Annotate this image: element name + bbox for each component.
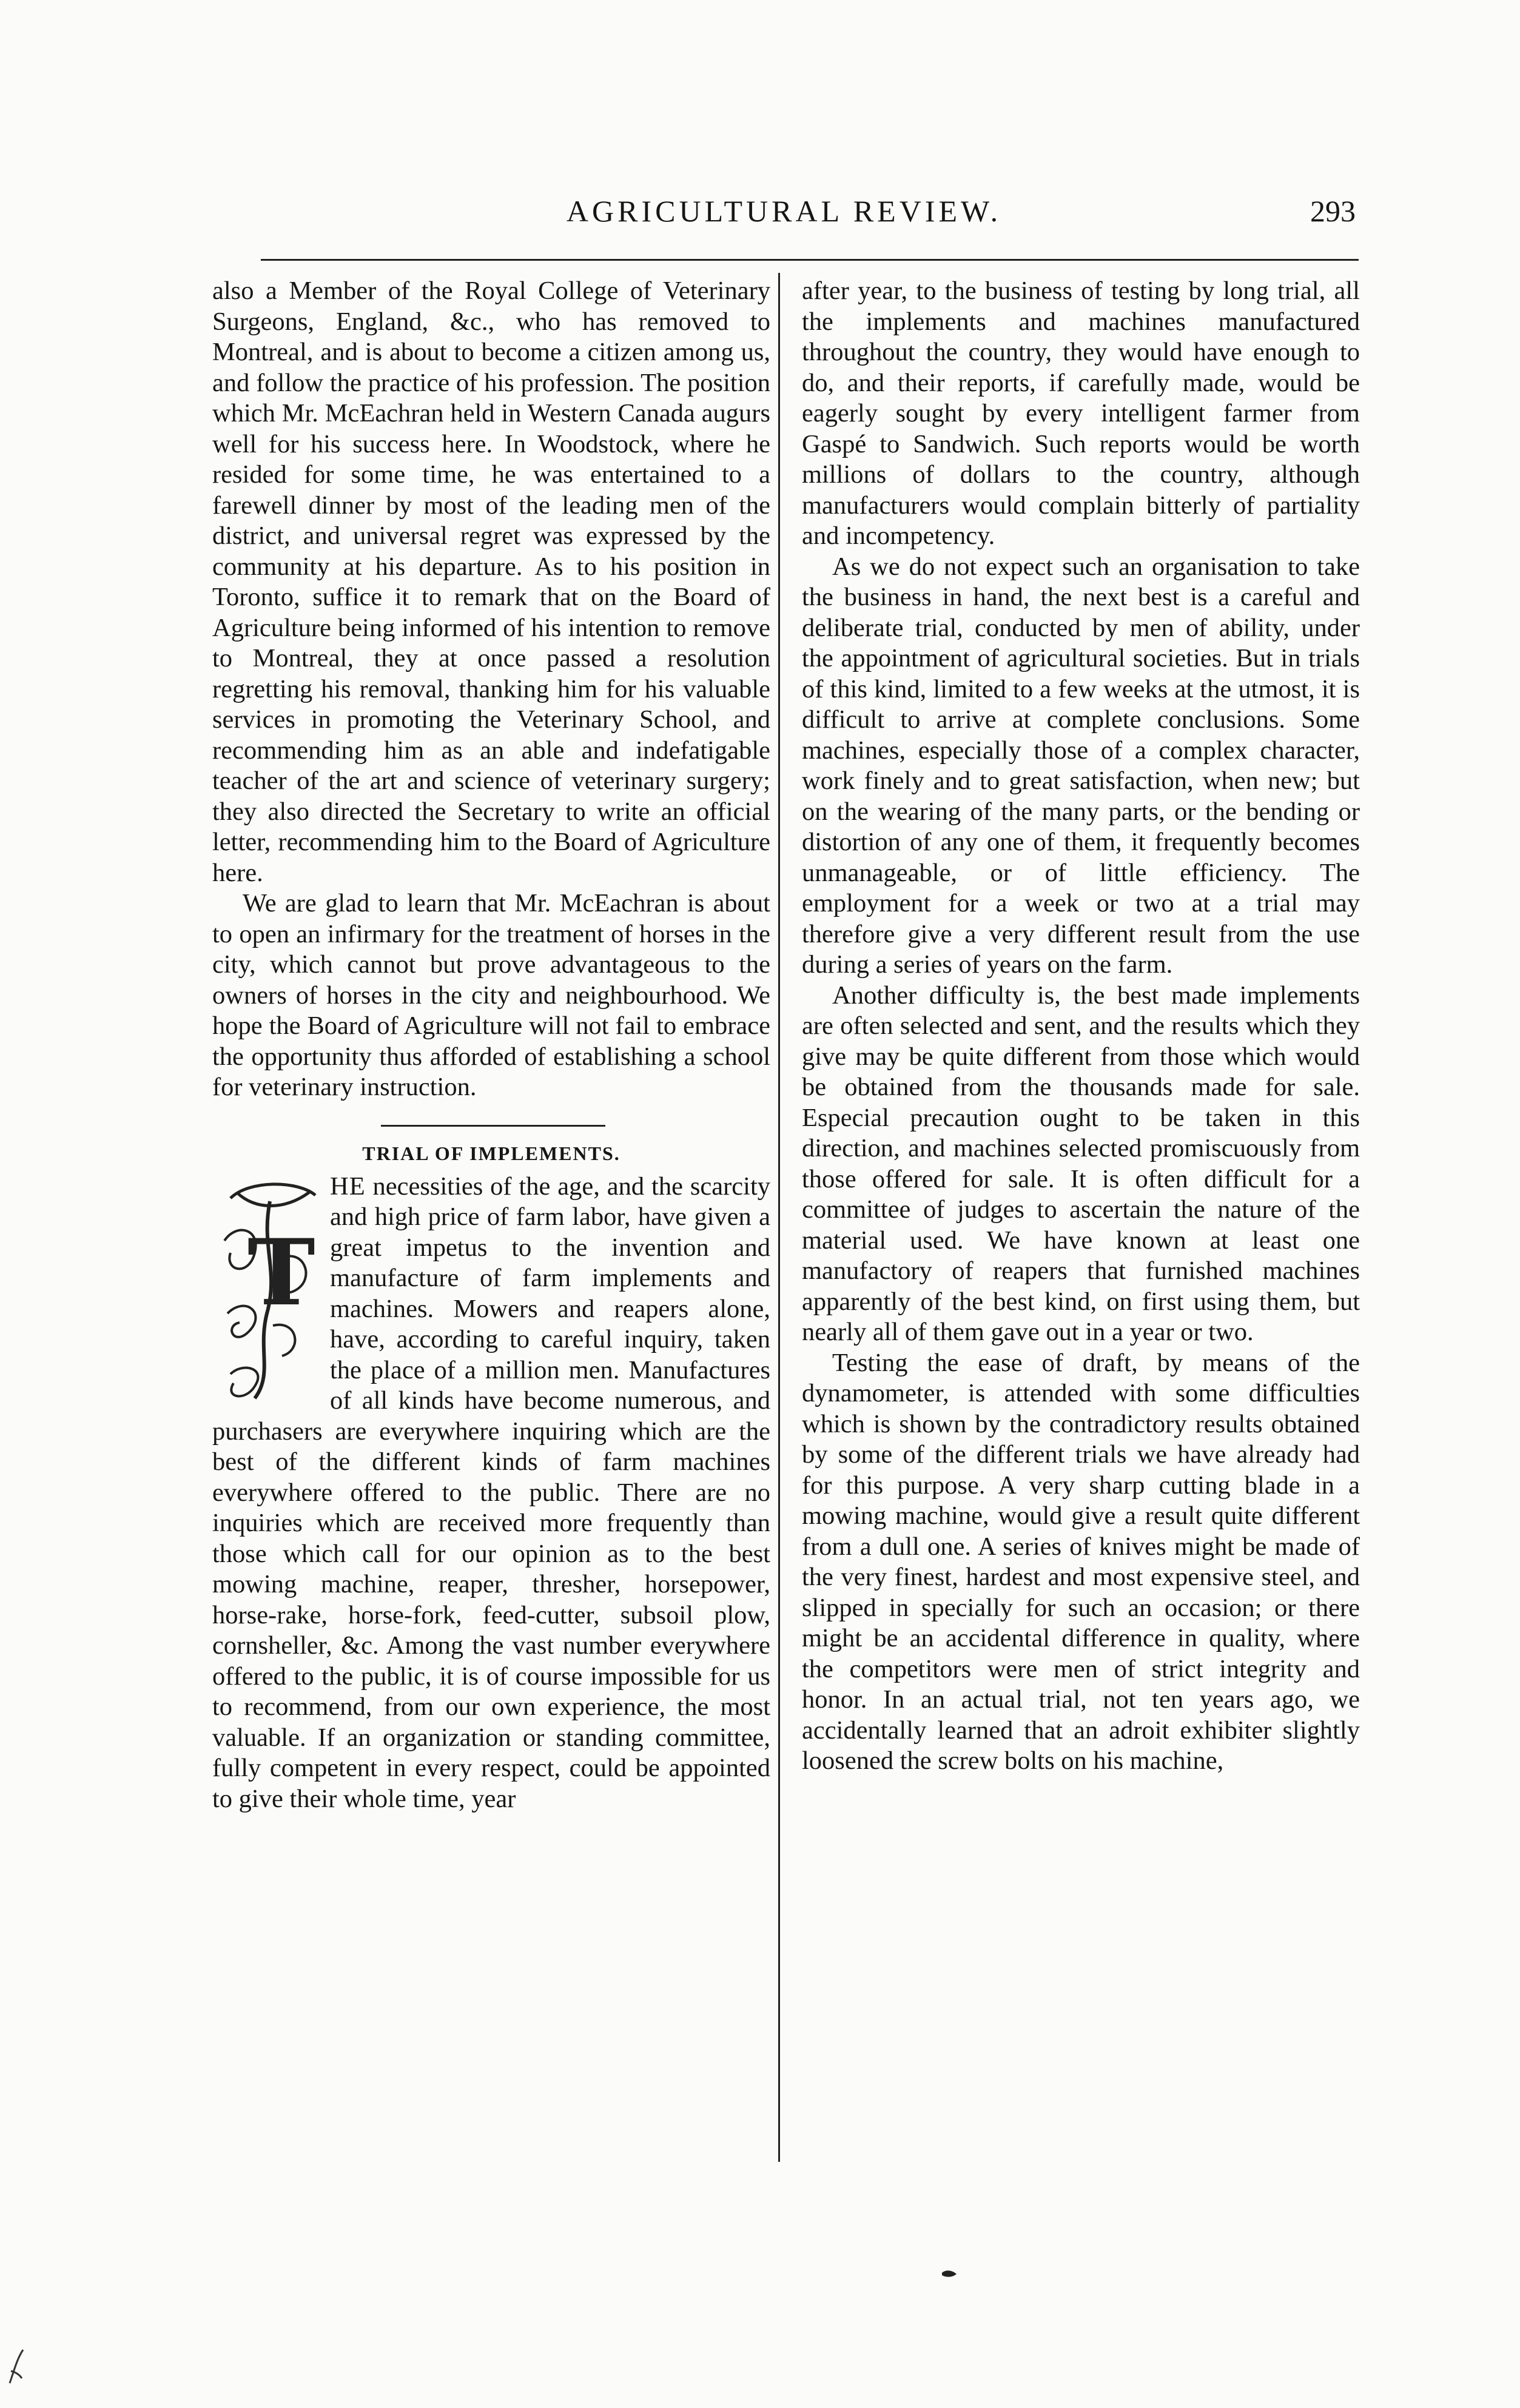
left-column [212,276,770,1814]
paragraph-another-difficulty: Another difficulty is, the best made implements are often selected and sent, and the results which they give may be quite different from those which would be obtained from the thousands made for sale. Especial precaution ought to be taken in this direction, and machines selected promiscuously from those offered for sale. It is often difficult for a committee of judges to ascertain the nature of the material used. We have known at least one manufactory of reapers that furnished machines apparently of the best kind, on first using them, but nearly all of them gave out in a year or two. [802,981,1360,1346]
paragraph-testing-continued: after year, to the business of testing by long trial, all the implements and machines manufactured throughout the country, they would have enough to do, and their reports, if carefully made, would be eagerly sought by every intelligent farmer from Gaspé to Sandwich. Such reports would be worth millions of dollars to the country, although manufacturers would complain bitterly of partiality and incompetency. [802,277,1360,550]
right-column [802,276,1360,1777]
dropcap-letter: T [247,1219,315,1326]
header-rule [261,259,1359,261]
first-words: HE [330,1172,366,1201]
paragraph-infirmary: We are glad to learn that Mr. McEachran is about to open an infirmary for the treatment of horses in the city, which cannot but prove advantageous to the owners of horses in the city and neighbourhood. We hope the Board of Agriculture will not fail to embrace the opportunity thus afforded of establishing a school for veterinary instruction. [212,889,770,1101]
ink-speck [940,2268,958,2280]
ornamental-initial-illustration [212,1174,321,1414]
paragraph-dynamometer: Testing the ease of draft, by means of the dynamometer, is attended with some difficulties which is shown by the contradictory results obtained by some of the different trials we have already had for this purpose. A very sharp cutting blade in a mowing machine, would give a result quite different from a dull one. A series of knives might be made of the very finest, hardest and most expensive steel, and slipped in specially for such an occasion; or there might be an accidental difference in quality, where the competitors were men of strict integrity and honor. In an actual trial, not ten years ago, we accidentally learned that an adroit exhibiter slightly loosened the screw bolts on his machine, [802,1348,1360,1775]
paragraph-organisation: As we do not expect such an organisation to take the business in hand, the next best is a careful and deliberate trial, conducted by men of ability, under the appointment of agricultural societies. But in trials of this kind, limited to a few weeks at the utmost, it is difficult to arrive at complete conclusions. Some machines, especially those of a complex character, work finely and to great satisfaction, when new; but on the wearing of the many parts, or the bending or distortion of any one of them, it frequently becomes unmanageable, or of little efficiency. The employment for a week or two at a trial may therefore give a very different result from the use during a series of years on the farm. [802,552,1360,979]
paragraph-mceachran-continued: also a Member of the Royal College of Veterinary Surgeons, England, &c., who has removed to Montreal, and is about to become a citizen among us, and follow the practice of his profession. The position which Mr. McEachran held in Western Canada augurs well for his success here. In Woodstock, where he resided for some time, he was entertained to a farewell dinner by most of the leading men of the district, and universal regret was expressed by the community at his departure. As to his position in Toronto, suffice it to remark that on the Board of Agriculture being informed of his intention to remove to Montreal, they at once passed a resolution regretting his removal, thanking him for his valuable services in promoting the Veterinary School, and recommending him as an able and indefatigable teacher of the art and science of veterinary surgery; they also directed the Secretary to write an official letter, recommending him to the Board of Agriculture here. [212,277,770,887]
section-divider [381,1125,605,1127]
running-title: AGRICULTURAL REVIEW. [566,194,1002,228]
page-number: 293 [1310,194,1356,228]
running-head [203,193,1365,241]
column-divider [778,273,780,2162]
ornamental-dropcap [212,1174,321,1414]
section-title: TRIAL OF IMPLEMENTS. [362,1142,620,1164]
margin-pencil-mark [5,2347,29,2389]
paragraph-trial-body: necessities of the age, and the scarcity and high price of farm labor, have given a great impetus to the invention and manufacture of farm implements and machines. Mowers and reapers alone, have, according to careful inquiry, taken the place of a million men. Manufactures of all kinds have become numerous, and purchasers are everywhere inquiring which are the best of the different kinds of farm machines everywhere offered to the public. There are no inquiries which are received more frequently than those which call for our opinion as to the best mowing machine, reaper, thresher, horsepower, horse-rake, horse-fork, feed-cutter, subsoil plow, cornsheller, &c. Among the vast number everywhere offered to the public, it is of course impossible for us to recommend, from our own experience, the most valuable. If an organization or standing committee, fully competent in every respect, could be appointed to give their whole time, year [212,1172,770,1813]
